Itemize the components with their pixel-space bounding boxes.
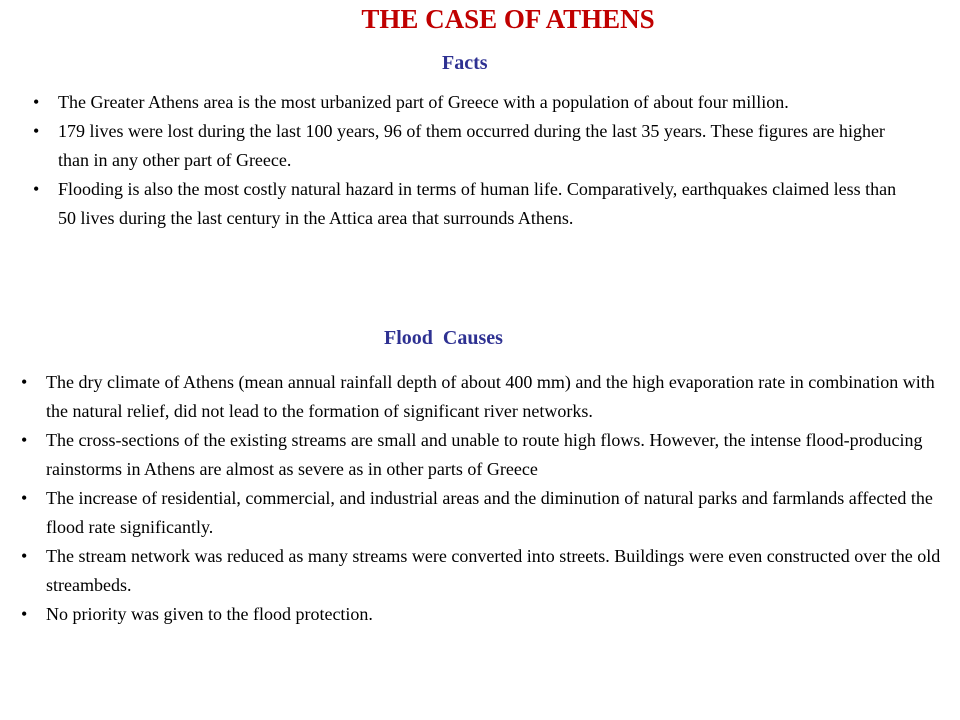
bullet-icon: • <box>33 179 40 199</box>
cause-text: The dry climate of Athens (mean annual rainfall depth of about 400 mm) and the high evaporation rate in combination with the natural relief, did not lead to the formation of significant river networks. <box>46 372 935 421</box>
bullet-icon: • <box>33 121 40 141</box>
bullet-icon: • <box>21 604 28 624</box>
list-item <box>21 484 959 542</box>
list-item <box>21 600 959 629</box>
facts-list <box>33 88 913 233</box>
bullet-icon: • <box>21 546 28 566</box>
bullet-icon: • <box>33 92 40 112</box>
cause-text: No priority was given to the flood protection. <box>46 604 373 624</box>
list-item <box>33 175 913 233</box>
list-item <box>21 368 959 426</box>
fact-text: The Greater Athens area is the most urbanized part of Greece with a population of about four million. <box>58 92 789 112</box>
flood-causes-heading: Flood Causes <box>384 327 503 349</box>
bullet-icon: • <box>21 430 28 450</box>
list-item <box>21 426 959 484</box>
bullet-icon: • <box>21 372 28 392</box>
slide-title: THE CASE OF ATHENS <box>361 4 655 34</box>
bullet-icon: • <box>21 488 28 508</box>
list-item <box>21 542 959 600</box>
flood-causes-list <box>21 368 959 629</box>
list-item <box>33 117 913 175</box>
fact-text: Flooding is also the most costly natural hazard in terms of human life. Comparatively, earthquakes claimed less than 50 lives during the last century in the Attica area that surrounds Athens. <box>58 179 897 228</box>
cause-text: The stream network was reduced as many streams were converted into streets. Buildings were even constructed over the old streambeds. <box>46 546 941 595</box>
cause-text: The increase of residential, commercial, and industrial areas and the diminution of natural parks and farmlands affected the flood rate significantly. <box>46 488 933 537</box>
cause-text: The cross-sections of the existing streams are small and unable to route high flows. However, the intense flood-producing rainstorms in Athens are almost as severe as in other parts of Greece <box>46 430 923 479</box>
fact-text: 179 lives were lost during the last 100 years, 96 of them occurred during the last 35 years. These figures are higher than in any other part of Greece. <box>58 121 885 170</box>
list-item <box>33 88 913 117</box>
facts-heading: Facts <box>442 52 488 74</box>
